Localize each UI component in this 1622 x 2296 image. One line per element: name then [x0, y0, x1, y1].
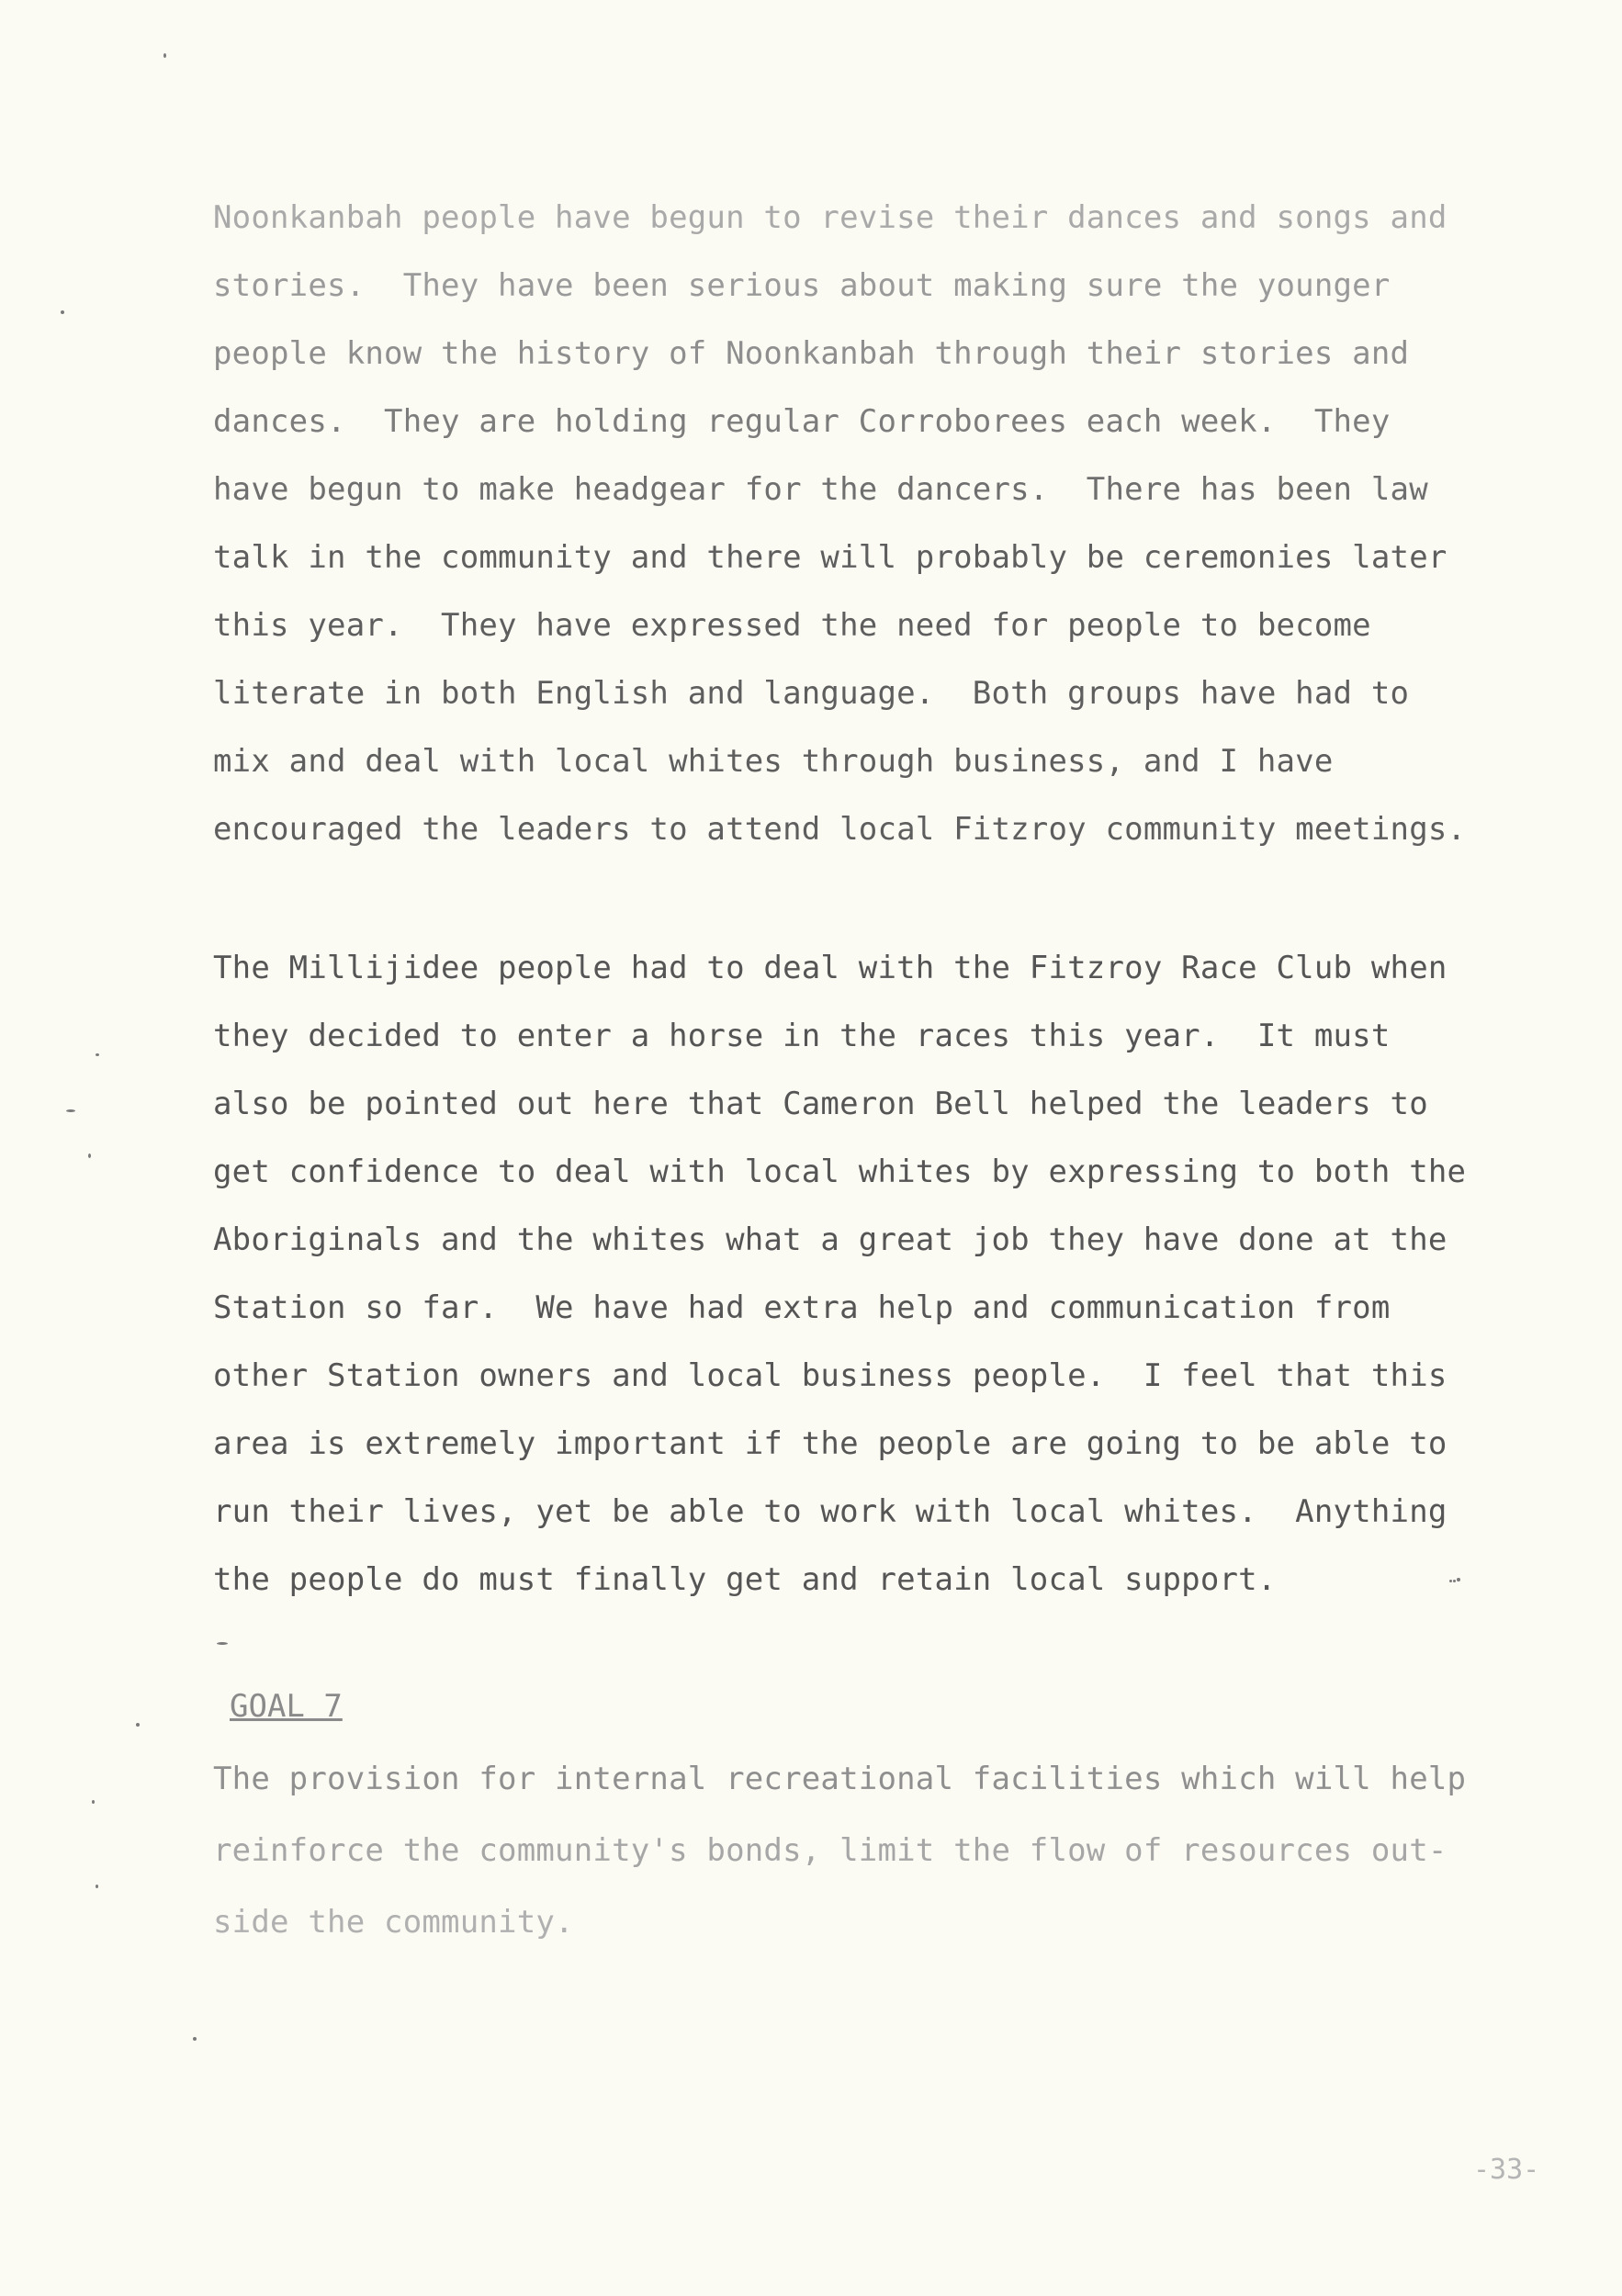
scan-speck [96, 1053, 99, 1056]
text-line: the people do must finally get and retain local support. [213, 1561, 1277, 1598]
text-line: mix and deal with local whites through business, and I have [213, 743, 1334, 780]
scan-speck [92, 1800, 95, 1804]
scan-speck [66, 1109, 75, 1112]
paragraph-goal-7 [213, 1743, 1572, 1958]
scan-speck [1449, 1580, 1452, 1582]
scan-speck [1453, 1580, 1456, 1582]
text-line: get confidence to deal with local whites by expressing to both the [213, 1154, 1467, 1190]
text-line: talk in the community and there will probably be ceremonies later [213, 539, 1447, 576]
paragraph-millijidee-race-club [213, 934, 1572, 1614]
text-line: this year. They have expressed the need for people to become [213, 607, 1371, 644]
scan-speck [61, 310, 64, 314]
text-line: stories. They have been serious about making sure the younger [213, 267, 1391, 304]
goal-heading: GOAL 7 [230, 1688, 343, 1725]
text-line: area is extremely important if the people are going to be able to [213, 1425, 1447, 1462]
scan-speck [96, 1885, 98, 1888]
page-number: -33- [1473, 2154, 1540, 2186]
scan-speck [1457, 1578, 1460, 1581]
text-line: literate in both English and language. Both groups have had to [213, 675, 1410, 712]
text-line: Aboriginals and the whites what a great job they have done at the [213, 1221, 1447, 1258]
scan-speck [136, 1723, 140, 1727]
paragraph-noonkanbah-culture [213, 184, 1572, 863]
scan-speck [163, 53, 166, 58]
text-line: also be pointed out here that Cameron Bell helped the leaders to [213, 1086, 1428, 1122]
text-line: Station so far. We have had extra help and communication from [213, 1289, 1391, 1326]
text-line: have begun to make headgear for the dancers. There has been law [213, 471, 1428, 508]
text-line: side the community. [213, 1904, 574, 1941]
text-line: other Station owners and local business people. I feel that this [213, 1357, 1447, 1394]
text-line: encouraged the leaders to attend local Fitzroy community meetings. [213, 811, 1467, 848]
text-line: run their lives, yet be able to work with local whites. Anything [213, 1493, 1447, 1530]
text-line: The provision for internal recreational facilities which will help [213, 1761, 1467, 1797]
text-line: they decided to enter a horse in the races this year. It must [213, 1018, 1391, 1054]
text-line: reinforce the community's bonds, limit the flow of resources out- [213, 1832, 1447, 1869]
scan-speck [193, 2037, 197, 2041]
text-line: The Millijidee people had to deal with the Fitzroy Race Club when [213, 950, 1447, 986]
text-line: dances. They are holding regular Corroborees each week. They [213, 403, 1391, 440]
scan-speck [88, 1154, 91, 1158]
text-line: people know the history of Noonkanbah through their stories and [213, 335, 1410, 372]
text-line: Noonkanbah people have begun to revise their dances and songs and [213, 199, 1447, 236]
scan-speck [217, 1642, 228, 1645]
